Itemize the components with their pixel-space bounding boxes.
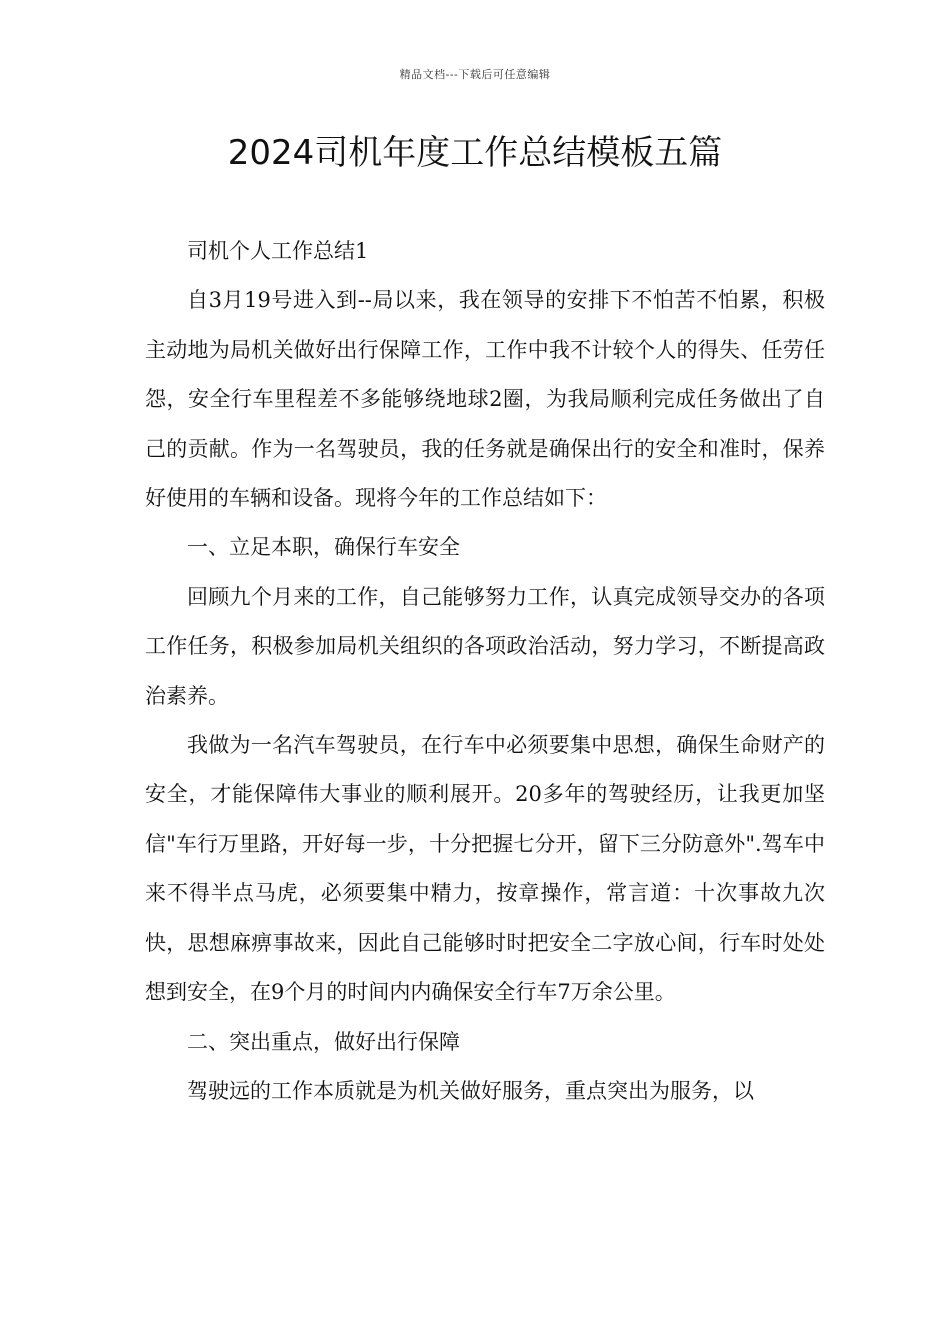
header-note: 精品文档---下载后可任意编辑 (399, 68, 551, 81)
service-paragraph: 驾驶远的工作本质就是为机关做好服务，重点突出为服务，以 (187, 1078, 754, 1103)
review-paragraph: 回顾九个月来的工作，自己能够努力工作，认真完成领导交办的各项工作任务，积极参加局机关组织的各项政治活动，努力学习，不断提高政治素养。 (145, 584, 825, 708)
section-heading-one: 一、立足本职，确保行车安全 (187, 535, 460, 560)
document-body (145, 227, 825, 1116)
section-heading-two: 二、突出重点，做好出行保障 (187, 1029, 460, 1054)
summary-heading: 司机个人工作总结1 (187, 239, 369, 263)
safety-paragraph: 我做为一名汽车驾驶员，在行车中必须要集中思想，确保生命财产的安全，才能保障伟大事业的顺利展开。20多年的驾驶经历，让我更加坚信"车行万里路，开好每一步，十分把握七分开，留下三分防意外".驾车中来不得半点马虎，必须要集中精力，按章操作，常言道：十次事故九次快，思想麻痹事故来，因此自己能够时时把安全二字放心间，行车时处处想到安全，在9个月的时间内内确保安全行车7万余公里。 (145, 733, 825, 1005)
intro-paragraph: 自3月19号进入到--局以来，我在领导的安排下不怕苦不怕累，积极主动地为局机关做好出行保障工作，工作中我不计较个人的得失、任劳任怨，安全行车里程差不多能够绕地球2圈，为我局顺利完成任务做出了自己的贡献。作为一名驾驶员，我的任务就是确保出行的安全和准时，保养好使用的车辆和设备。现将今年的工作总结如下： (145, 288, 825, 511)
document-title: 2024司机年度工作总结模板五篇 (227, 133, 723, 173)
